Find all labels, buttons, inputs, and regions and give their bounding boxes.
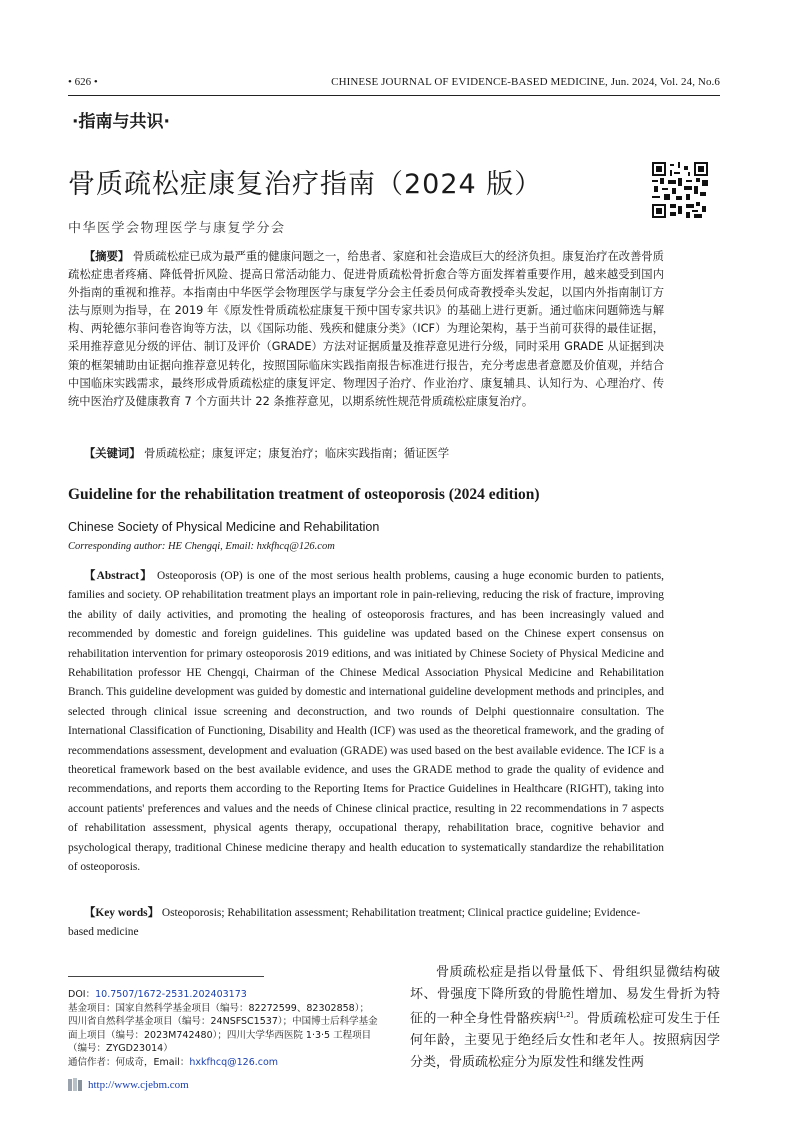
- doi-line: [68, 988, 378, 1002]
- body-text-b: 。骨质疏松症可发生于任何年龄，主要见于绝经后女性和老年人。按照病因学分类，骨质疏松症分为原发性和继发性两: [410, 1011, 720, 1070]
- keywords-cn-label: 【关键词】: [84, 447, 141, 460]
- keywords-en: [68, 904, 664, 943]
- abstract-en: [68, 567, 664, 878]
- qr-code-icon[interactable]: [652, 162, 708, 218]
- website-footer: [68, 1078, 189, 1092]
- article-title-en: Guideline for the rehabilitation treatment of osteoporosis (2024 edition): [68, 486, 540, 503]
- footnote-rule: [68, 976, 264, 977]
- corresponding-author: Corresponding author: HE Chengqi, Email: hxkfhcq@126.com: [68, 541, 335, 552]
- abstract-cn-label: 【摘要】: [84, 250, 130, 263]
- authors-en: Chinese Society of Physical Medicine and Rehabilitation: [68, 520, 380, 534]
- journal-running-header: CHINESE JOURNAL OF EVIDENCE-BASED MEDICINE, Jun. 2024, Vol. 24, No.6: [331, 76, 720, 88]
- keywords-cn: [84, 445, 449, 461]
- abstract-en-label: 【Abstract】: [84, 570, 153, 582]
- contact-label: 通信作者：何成奇，Email：: [68, 1056, 190, 1068]
- keywords-en-label: 【Key words】: [84, 907, 159, 919]
- body-paragraph-1: [410, 962, 720, 1073]
- funding-text: 基金项目：国家自然科学基金项目（编号：82272599、82302858）；四川省自然科学基金项目（编号：24NSFSC1537）；中国博士后科学基金面上项目（编号：2023M742480）；四川大学华西医院 1·3·5 工程项目（编号：ZYGD23014）: [68, 1002, 378, 1054]
- abstract-cn: [68, 248, 664, 411]
- website-link[interactable]: http://www.cjebm.com: [88, 1079, 189, 1091]
- footnote: [68, 988, 378, 1069]
- header-rule: [68, 95, 720, 96]
- doi-link[interactable]: 10.7507/1672-2531.202403173: [95, 989, 247, 1000]
- contact-line: [68, 1056, 378, 1070]
- article-title-cn: 骨质疏松症康复治疗指南（2024 版）: [68, 169, 543, 200]
- body-text-a: 骨质疏松症是指以骨量低下、骨组织显微结构破坏、骨强度下降所致的骨脆性增加、易发生骨折为特征的一种全身性骨骼疾病: [410, 965, 720, 1027]
- journal-logo-icon: [68, 1078, 84, 1092]
- keywords-en-text: Osteoporosis; Rehabilitation assessment; Rehabilitation treatment; Clinical practice guideline; Evidence-based medicine: [68, 907, 641, 939]
- section-tag: ·指南与共识·: [72, 112, 170, 132]
- doi-label: DOI：: [68, 989, 96, 1000]
- keywords-cn-text: 骨质疏松症；康复评定；康复治疗；临床实践指南；循证医学: [140, 447, 450, 460]
- authors-cn: 中华医学会物理医学与康复学分会: [68, 221, 286, 236]
- citation[interactable]: [1,2]: [556, 1011, 574, 1020]
- abstract-cn-text: 骨质疏松症已成为最严重的健康问题之一，给患者、家庭和社会造成巨大的经济负担。康复治疗在改善骨质疏松症患者疼痛、降低骨折风险、提高日常活动能力、促进骨质疏松骨折愈合等方面发挥着重要作用，越来越受到国内外指南的重视和推荐。本指南由中华医学会物理医学与康复学分会主任委员何成奇教授牵头发起，以国内外指南制订方法与原则为指导，在 2019 年《原发性骨质疏松症康复干预中国专家共识》的基础上进行更新。通过临床问题筛选与解构、两轮德尔菲问卷咨询等方法，以《国际功能、残疾和健康分类》（ICF）为理论架构，基于当前可获得的最佳证据，采用推荐意见分级的评估、制订及评价（GRADE）方法对证据质量及推荐意见进行分级，同时采用 GRADE 从证据到决策的框架辅助由证据向推荐意见转化，按照国际临床实践指南报告标准进行报告，充分考虑患者意愿及价值观，并结合中国临床实践需求，最终形成骨质疏松症的康复评定、物理因子治疗、作业治疗、康复辅具、认知行为、心理治疗、传统中医治疗及健康教育 7 个方面共计 22 条推荐意见，以期系统性规范骨质疏松症康复治疗。: [68, 250, 664, 408]
- page-number: • 626 •: [68, 76, 98, 88]
- contact-email-link[interactable]: hxkfhcq@126.com: [189, 1056, 279, 1068]
- abstract-en-text: Osteoporosis (OP) is one of the most serious health problems, causing a huge economic burden to patients, families and society. OP rehabilitation treatment plays an important role in pain-relieving, reducing the risk of fracture, improving the ability of daily activities, and promoting the healing of osteoporosis fractures, and has been increasingly valued and recommended by domestic and foreign guidelines. This guideline was updated based on the Chinese expert consensus on rehabilitation intervention for primary osteoporosis 2019 editions, and was initiated by Chinese Society of Physical Medicine and Rehabilitation professor HE Chengqi, Chairman of the Chinese Medical Association Physical Medicine and Rehabilitation Branch. This guideline development was guided by domestic and international guideline development methods and principles, and selected through clinical issue screening and deconstruction, and two rounds of Delphi questionnaire consultation. The International Classification of Functioning, Disability and Health (ICF) was used as the theoretical framework, and the grading of recommendations assessment, development and evaluation (GRADE) was used based on the best available evidence. The ICF is a theoretical framework based on the best available evidence, and uses the GRADE method to grade the quality of evidence and recommendations, and reports them according to the Reporting Items for Practice Guidelines in Healthcare (RIGHT), taking into account patients' preferences and values and the needs of Chinese clinical practice, resulting in 22 recommendations in 7 aspects of rehabilitation assessment, physical agents therapy, occupational therapy, rehabilitation brace, cognitive behavior and psychological therapy, traditional Chinese medicine therapy and health education to systematically standardize the rehabilitation of osteoporosis.: [68, 570, 664, 874]
